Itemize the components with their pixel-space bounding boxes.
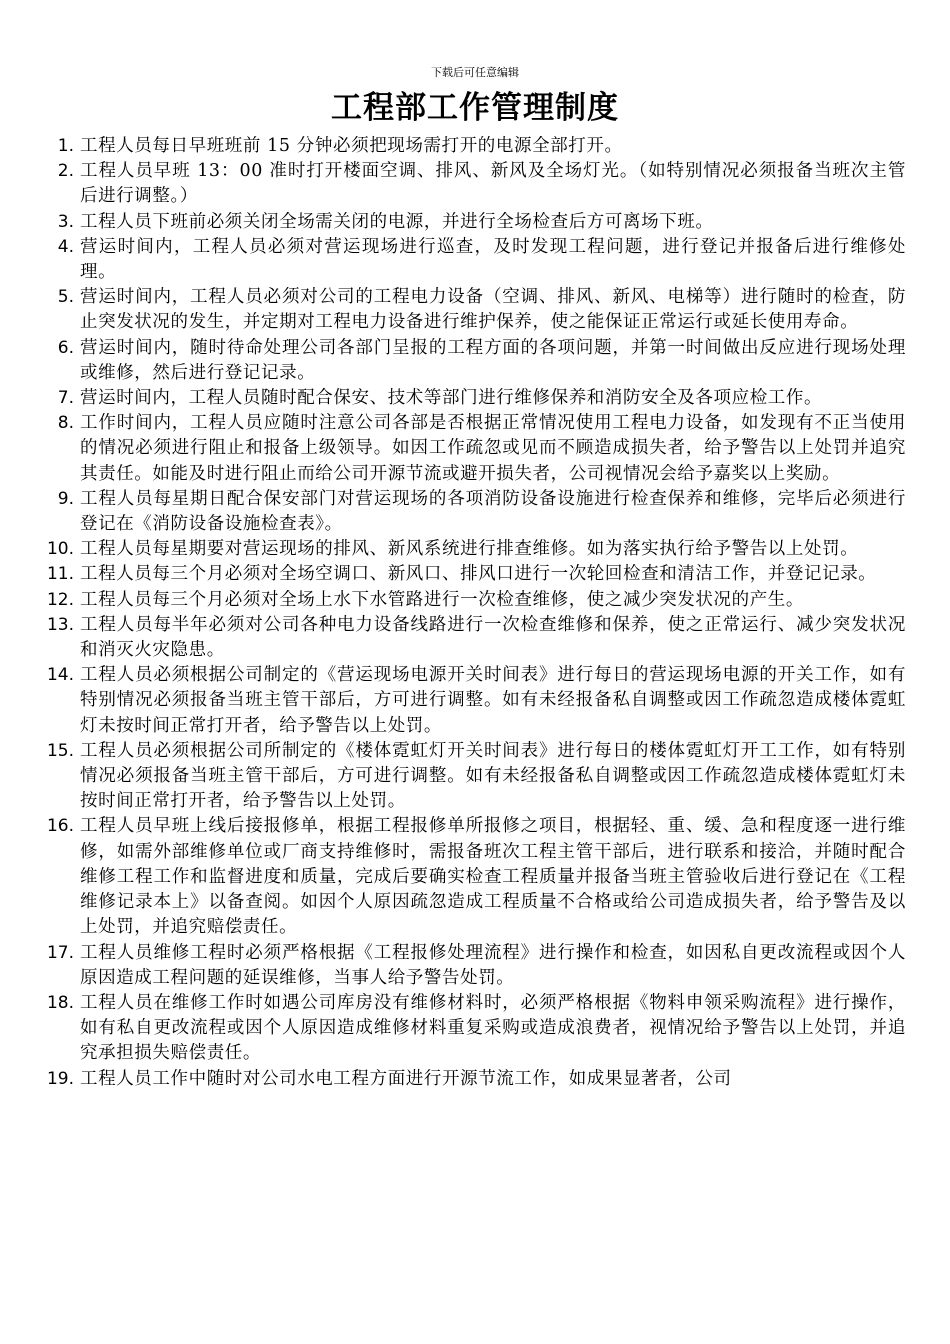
rule-text: 工程人员早班 13：00 准时打开楼面空调、排风、新风及全场灯光。（如特别情况必须报备当班次主管后进行调整。） bbox=[80, 161, 906, 207]
rule-text: 工程人员工作中随时对公司水电工程方面进行开源节流工作，如成果显著者，公司 bbox=[80, 1068, 732, 1089]
rule-number: 17. bbox=[46, 942, 74, 963]
rule-item bbox=[40, 1067, 906, 1092]
rule-number: 2. bbox=[57, 161, 74, 182]
rule-text: 工程人员每三个月必须对全场空调口、新风口、排风口进行一次轮回检查和清洁工作，并登记记录。 bbox=[80, 564, 877, 585]
rule-number: 10. bbox=[46, 539, 74, 560]
rule-number: 19. bbox=[46, 1068, 74, 1089]
rule-item bbox=[40, 739, 906, 815]
rule-text: 工程人员在维修工作时如遇公司库房没有维修材料时，必须严格根据《物料申领采购流程》进行操作，如有私自更改流程或因个人原因造成维修材料重复采购或造成浪费者，视情况给予警告以上处罚，并追究承担损失赔偿责任。 bbox=[80, 992, 906, 1064]
rule-text: 工程人员每半年必须对公司各种电力设备线路进行一次检查维修和保养，使之正常运行、减少突发状况和消灭火灾隐患。 bbox=[80, 614, 906, 661]
page-title: 工程部工作管理制度 bbox=[331, 90, 619, 126]
rule-item bbox=[40, 588, 906, 613]
rule-text: 工程人员下班前必须关闭全场需关闭的电源，并进行全场检查后方可离场下班。 bbox=[80, 211, 714, 232]
header-note: 下载后可任意编辑 bbox=[431, 66, 519, 79]
rule-item bbox=[40, 663, 906, 739]
rule-text: 工程人员维修工程时必须严格根据《工程报修处理流程》进行操作和检查，如因私自更改流程或因个人原因造成工程问题的延误维修，当事人给予警告处罚。 bbox=[80, 942, 906, 988]
rule-item bbox=[40, 336, 906, 386]
rule-number: 8. bbox=[57, 413, 74, 434]
rule-item bbox=[40, 285, 906, 335]
rule-text: 营运时间内，随时待命处理公司各部门呈报的工程方面的各项问题，并第一时间做出反应进行现场处理或维修，然后进行登记记录。 bbox=[80, 337, 906, 383]
rule-text: 营运时间内，工程人员必须对营运现场进行巡查，及时发现工程问题，进行登记并报备后进行维修处理。 bbox=[80, 236, 906, 283]
rule-number: 4. bbox=[57, 236, 74, 257]
rule-item bbox=[40, 941, 906, 991]
rule-text: 工程人员每三个月必须对全场上水下水管路进行一次检查维修，使之减少突发状况的产生。 bbox=[80, 589, 804, 610]
rule-number: 11. bbox=[46, 564, 74, 585]
rule-text: 工程人员每星期日配合保安部门对营运现场的各项消防设备设施进行检查保养和维修，完毕后必须进行登记在《消防设备设施检查表》。 bbox=[80, 488, 906, 535]
rule-item bbox=[40, 613, 906, 663]
rule-item bbox=[40, 210, 906, 235]
rule-number: 9. bbox=[57, 488, 74, 509]
rules-list bbox=[40, 134, 906, 1092]
rule-item bbox=[40, 386, 906, 411]
rule-number: 18. bbox=[46, 992, 74, 1013]
rule-number: 3. bbox=[57, 211, 74, 232]
rule-number: 7. bbox=[57, 388, 74, 409]
rule-number: 5. bbox=[57, 287, 74, 308]
rule-text: 工程人员每星期要对营运现场的排风、新风系统进行排查维修。如为落实执行给予警告以上处罚。 bbox=[80, 539, 859, 560]
rule-item bbox=[40, 487, 906, 537]
rule-number: 1. bbox=[57, 136, 74, 156]
rule-item bbox=[40, 235, 906, 285]
rule-text: 营运时间内，工程人员必须对公司的工程电力设备（空调、排风、新风、电梯等）进行随时的检查，防止突发状况的发生，并定期对工程电力设备进行维护保养，使之能保证正常运行或延长使用寿命。 bbox=[80, 287, 906, 333]
rule-item bbox=[40, 411, 906, 487]
rule-number: 12. bbox=[46, 589, 74, 610]
rule-item bbox=[40, 814, 906, 940]
rule-text: 工程人员必须根据公司所制定的《楼体霓虹灯开关时间表》进行每日的楼体霓虹灯开工工作，如有特别情况必须报备当班主管干部后，方可进行调整。如有未经报备私自调整或因工作疏忽造成楼体霓虹灯未按时间正常打开者，给予警告以上处罚。 bbox=[80, 740, 906, 812]
rule-text: 营运时间内，工程人员随时配合保安、技术等部门进行维修保养和消防安全及各项应检工作。 bbox=[80, 388, 823, 409]
rule-text: 工作时间内，工程人员应随时注意公司各部是否根据正常情况使用工程电力设备，如发现有不正当使用的情况必须进行阻止和报备上级领导。如因工作疏忽或见而不顾造成损失者，给予警告以上处罚并追究其责任。如能及时进行阻止而给公司开源节流或避开损失者，公司视情况会给予嘉奖以上奖励。 bbox=[80, 413, 906, 484]
rule-text: 工程人员早班上线后接报修单，根据工程报修单所报修之项目，根据轻、重、缓、急和程度逐一进行维修，如需外部维修单位或厂商支持维修时，需报备班次工程主管干部后，进行联系和接洽，并随时配合维修工程工作和监督进度和质量，完成后要确实检查工程质量并报备当班主管验收后进行登记在《工程维修记录本上》以备查阅。如因个人原因疏忽造成工程质量不合格或给公司造成损失者，给予警告及以上处罚，并追究赔偿责任。 bbox=[80, 816, 906, 938]
rule-item bbox=[40, 159, 906, 209]
rule-text: 工程人员每日早班班前 15 分钟必须把现场需打开的电源全部打开。 bbox=[80, 136, 623, 156]
rule-number: 16. bbox=[46, 816, 74, 837]
rule-number: 14. bbox=[46, 665, 74, 686]
rule-number: 6. bbox=[57, 337, 74, 358]
rule-number: 13. bbox=[46, 614, 74, 635]
rule-item bbox=[40, 134, 906, 159]
rule-item bbox=[40, 537, 906, 562]
rule-text: 工程人员必须根据公司制定的《营运现场电源开关时间表》进行每日的营运现场电源的开关工作，如有特别情况必须报备当班主管干部后，方可进行调整。如有未经报备私自调整或因工作疏忽造成楼体霓虹灯未按时间正常打开者，给予警告以上处罚。 bbox=[80, 665, 906, 736]
rule-item bbox=[40, 562, 906, 587]
rule-item bbox=[40, 991, 906, 1067]
rule-number: 15. bbox=[46, 740, 74, 761]
